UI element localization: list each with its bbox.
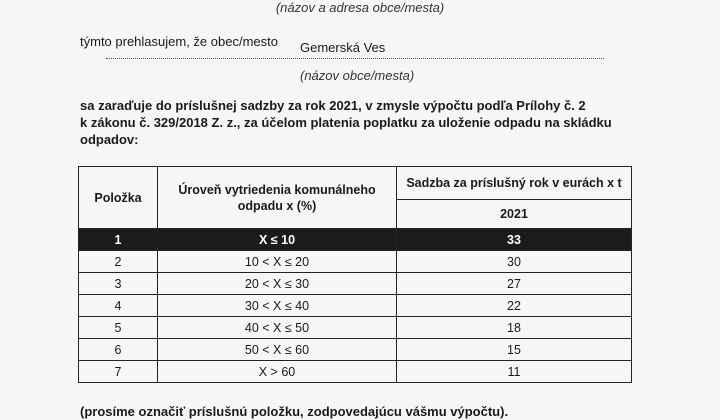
paragraph-line: k zákonu č. 329/2018 Z. z., za účelom platenia poplatku za uloženie odpadu na skládku <box>80 115 612 130</box>
declaration-text: týmto prehlasujem, že obec/mesto <box>80 34 278 49</box>
town-name: Gemerská Ves <box>300 40 386 55</box>
table-row <box>79 317 632 339</box>
paragraph-line: sa zaraďuje do príslušnej sadzby za rok 2021, v zmysle výpočtu podľa Prílohy č. 2 <box>80 98 586 113</box>
cell-level: 30 < X ≤ 40 <box>158 295 397 317</box>
header-year: 2021 <box>397 200 632 229</box>
cell-level: 10 < X ≤ 20 <box>158 251 397 273</box>
declaration-paragraph <box>80 97 620 148</box>
footer-note: (prosíme označiť príslušnú položku, zodpovedajúcu vášmu výpočtu). <box>80 404 509 419</box>
table-row <box>79 273 632 295</box>
header-rate: Sadzba za príslušný rok v eurách x t <box>397 167 632 200</box>
table-row <box>79 251 632 273</box>
cell-rate: 22 <box>397 295 632 317</box>
cell-level: 50 < X ≤ 60 <box>158 339 397 361</box>
cell-rate: 18 <box>397 317 632 339</box>
header-item: Položka <box>79 167 158 229</box>
table-row <box>79 295 632 317</box>
cell-item: 2 <box>79 251 158 273</box>
cell-rate: 11 <box>397 361 632 383</box>
cell-rate: 27 <box>397 273 632 295</box>
cell-level: X > 60 <box>158 361 397 383</box>
cell-rate: 30 <box>397 251 632 273</box>
cell-item: 7 <box>79 361 158 383</box>
cell-level: 40 < X ≤ 50 <box>158 317 397 339</box>
table-row <box>79 229 632 251</box>
table-header-row <box>79 167 632 200</box>
address-caption: (názov a adresa obce/mesta) <box>275 0 445 15</box>
cell-item: 6 <box>79 339 158 361</box>
cell-item: 5 <box>79 317 158 339</box>
cell-item: 4 <box>79 295 158 317</box>
dotted-line <box>106 58 604 59</box>
town-caption: (názov obce/mesta) <box>300 68 415 83</box>
table-row <box>79 361 632 383</box>
table-row <box>79 339 632 361</box>
rates-table <box>78 166 632 383</box>
cell-item: 1 <box>79 229 158 251</box>
cell-level: X ≤ 10 <box>158 229 397 251</box>
header-level: Úroveň vytriedenia komunálneho odpadu x (%) <box>158 167 397 229</box>
cell-rate: 33 <box>397 229 632 251</box>
cell-rate: 15 <box>397 339 632 361</box>
cell-level: 20 < X ≤ 30 <box>158 273 397 295</box>
cell-item: 3 <box>79 273 158 295</box>
paragraph-line: odpadov: <box>80 132 139 147</box>
